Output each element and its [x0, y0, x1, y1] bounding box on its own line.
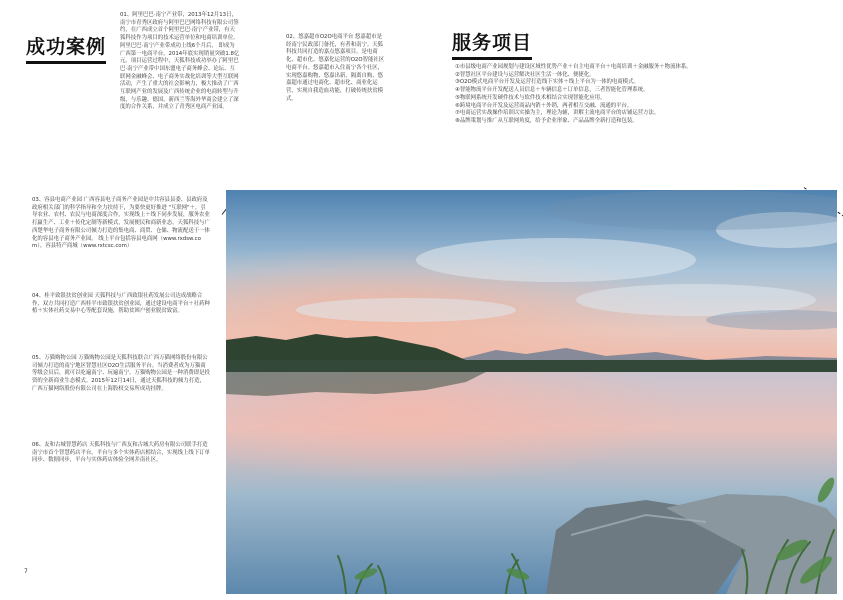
- heading-underline: [26, 61, 106, 64]
- success-cases-heading: 成功案例: [26, 36, 106, 64]
- case-03-text: 03、容县电商产业园 广西容县电子商务产业园是中共容县县委、县政府及政府相关部门的科学指导和全力扶持下，为要快更好推进 "互联网"＋，引导农业、农村、农民与电商深度合作，实现线上＋线下同步发展，服务农业打赢生产、工业＋传化定制等新模式，发展便民和商新业态，天狐科技与广西楚华电子商务有限公司倾力打造的集电商、商贸、仓储、物流配送于一体化的容县电子商务产业园。 线上平台包括容县电商网（www.rxdsw.com），容县特产商城（www.rxtcsc.com）: [32, 197, 210, 250]
- case-05-text: 05、万猫购物公园 万猫购物公园是天狐科技联合广西万猫网络股份有限公司倾力打造的南宁地区智慧社区O2O生活服务平台。当消费者成为万猫商等级会员后，就可以吃遍南宁、玩遍南宁。万猫购物公园是一种消费即是投资的全新商业生态模式。2015年12月14日，通过天狐科技的倾力打造，广西万猫网络股份有限公司在上海股权交易所成功挂牌。: [32, 355, 210, 392]
- service-item: ⑧品牌策划与推广从互联网角度，给予企业形象、产品品牌全新打造和包装。: [455, 117, 638, 124]
- page-number: 7: [24, 568, 28, 575]
- service-item: ④智能物流平台开发配送人员信息＋车辆信息＋订单信息，三者智能化管理系统。: [455, 87, 649, 94]
- heading-underline: [452, 57, 532, 60]
- services-heading: 服务项目: [452, 32, 532, 60]
- case-06-text: 06、友和古城智慧药店 天狐科技与广西友和古城大药房有限公司联手打造南宁市首个智慧药店平台，平台与多个实体药店相结合，实现线上线下订单同步、数据同步，平台与实体药店体验全网并南社区。: [32, 442, 210, 464]
- service-item: ①市县级电商产业园规划与建设区域性优势产业＋自主电商平台＋电商培训＋金融服务＋物流体系。: [455, 64, 692, 70]
- lake-sunset-image: [226, 190, 837, 594]
- service-item: ③O2O模式电商平台开发及运营打造线下实体＋线上平台为一体的电商模式。: [455, 79, 639, 86]
- landscape-photo: [226, 190, 837, 594]
- service-item: ⑦电商运营实战操作培训以实操为主，理论为辅，讲解主流电商平台的店铺运营方法。: [455, 110, 660, 117]
- service-item: ⑥跨境电商平台开发及运营商品内销＋外销，两者相互交融、流通的平台。: [455, 102, 633, 109]
- case-04-text: 04、桂平致银扶贫创业园 天狐科技与广西致银社药发展公司达成战略合作，双方共同打造广西桂平市致银扶贫创业园，通过建设电商平台＋社药种植＋实体社药交易中心等配套设施，帮助贫困户创业脱贫致富。: [32, 293, 210, 315]
- case-02-text: 02、悠嘉超市O2O电商平台 悠嘉超市是经南宁民政部门备托，有者和南宁。天狐科技共同打造的嘉点悠嘉项目，是电商化、超市化、悠嘉化运营的O2O智能社区电商平台。悠嘉超市入住南宁各个社区，实现悠嘉购物、悠嘉出新、隔离自购、悠嘉超市通过电商化、超市化、商业化运营，实现自我造血功能，打破传统扶贫模式。: [286, 34, 385, 102]
- case-01-text: 01、阿里巴巴·南宁产业带，2013年12月13日，南宁市青秀区政府与阿里巴巴网络科技有限公司签约，在广西成立首个阿里巴巴·南宁产业带，有天狐科技作为项目的技术运营单位和电商培训单位。阿里巴巴·南宁产业带成功上线6个月后， 即成为广西第一电商平台，2014年底实现销量突破1.8亿元。项目运营过程中，天狐科技成功举办了阿里巴巴·南宁产业带中国东盟电子商务峰会、论坛、互联网金融峰会、电子商务实战化培训等大型互联网活动，产生了重大的社会影响力，极大推动了广西互联网产业的发展及广西传统企业的电商转型与升级，与乐趣、德国、新西兰等海外华商会建立了深度的合作关系，并成立了青秀区电商产业园。: [120, 12, 240, 111]
- service-item: ②智慧社区平台建设与运营解决社区生活一体化、便捷化。: [455, 71, 595, 78]
- service-item: ⑤物联网系统开发硬件技术与软件技术相结合实现智能化应用。: [455, 94, 606, 101]
- services-list: [455, 64, 785, 126]
